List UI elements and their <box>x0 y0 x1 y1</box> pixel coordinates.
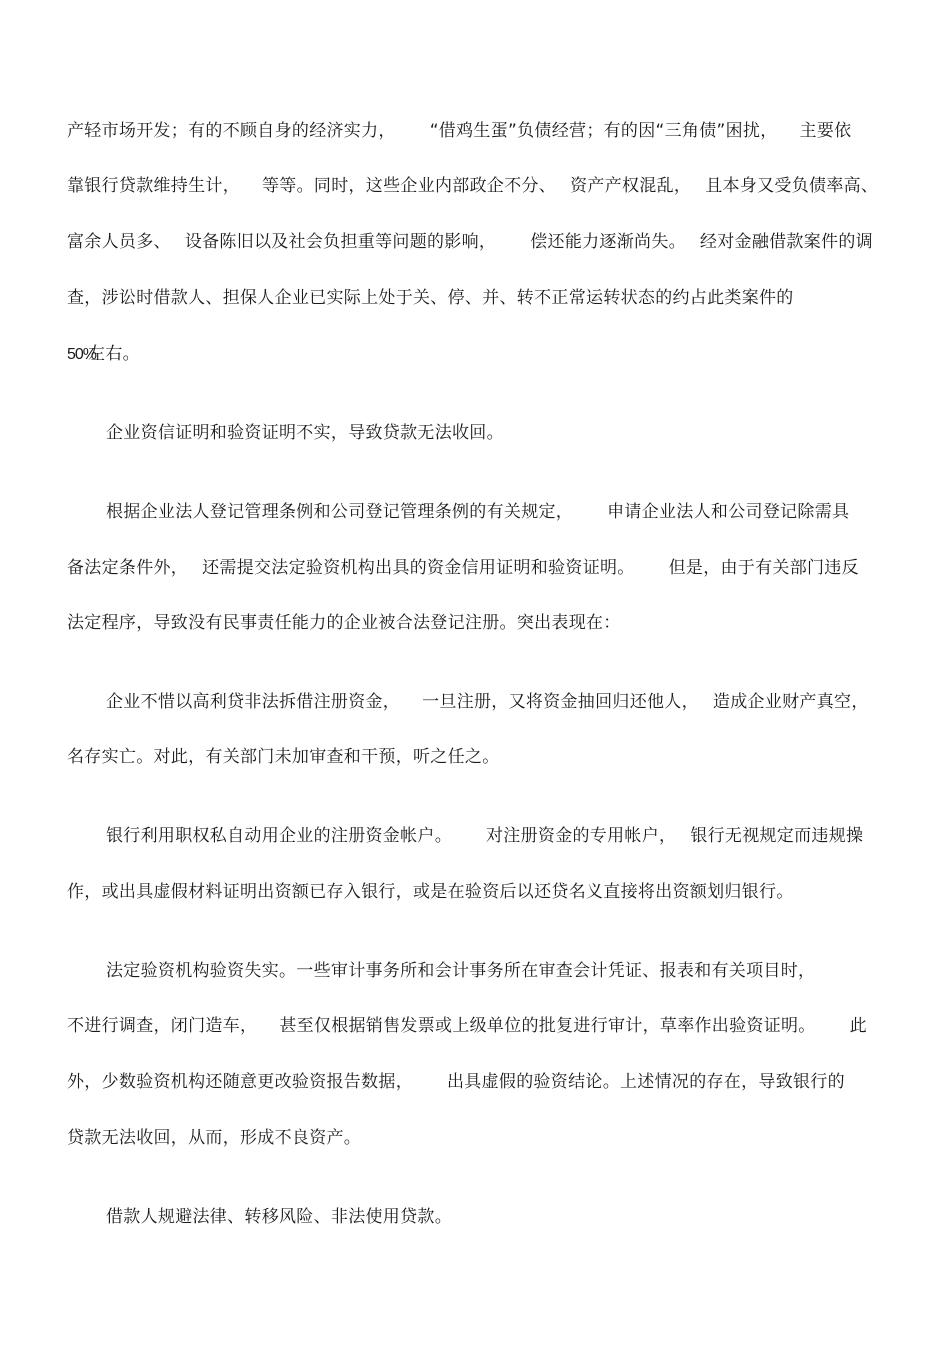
paragraph-3-line-3: 法定程序，导致没有民事责任能力的企业被合法登记注册。突出表现在： <box>67 613 621 633</box>
paragraph-3-line-2: 备法定条件外， 还需提交法定验资机构出具的资金信用证明和验资证明。 但是，由于有关部门违反 <box>67 558 859 578</box>
paragraph-3-line-1: 根据企业法人登记管理条例和公司登记管理条例的有关规定， 申请企业法人和公司登记除需具 <box>106 502 850 522</box>
paragraph-4-line-1: 企业不惜以高利贷非法拆借注册资金， 一旦注册，又将资金抽回归还他人， 造成企业财产真空， <box>106 692 869 712</box>
paragraph-5-line-1: 银行利用职权私自动用企业的注册资金帐户。 对注册资金的专用帐户， 银行无视规定而违规操 <box>106 826 864 846</box>
paragraph-7-line-1: 借款人规避法律、转移风险、非法使用贷款。 <box>106 1207 452 1227</box>
percentage-value: 50% <box>67 346 97 363</box>
paragraph-4-line-2: 名存实亡。对此，有关部门未加审查和干预，听之任之。 <box>67 747 500 767</box>
paragraph-5-line-2: 作，或出具虚假材料证明出资额已存入银行，或是在验资后以还贷名义直接将出资额划归银行。 <box>67 882 794 902</box>
paragraph-6-line-3: 外，少数验资机构还随意更改验资报告数据， 出具虚假的验资结论。上述情况的存在，导致银行的 <box>67 1072 845 1092</box>
paragraph-1-line-1: 产轻市场开发；有的不顾自身的经济实力， “借鸡生蛋”负债经营；有的因“三角债”困扰， 主要依 <box>67 121 852 141</box>
paragraph-1-line-4: 查，涉讼时借款人、担保人企业已实际上处于关、停、并、转不正常运转状态的约占此类案件的 <box>67 288 794 308</box>
paragraph-6-line-1: 法定验资机构验资失实。一些审计事务所和会计事务所在审查会计凭证、报表和有关项目时， <box>106 961 816 981</box>
paragraph-6-line-4: 贷款无法收回，从而，形成不良资产。 <box>67 1128 362 1148</box>
paragraph-1-line-3: 富余人员多、 设备陈旧以及社会负担重等问题的影响， 偿还能力逐渐尚失。 经对金融借款案件的调 <box>67 232 873 252</box>
paragraph-1-line-2: 靠银行贷款维持生计， 等等。同时，这些企业内部政企不分、 资产产权混乱， 且本身又受负债率高、 <box>67 176 879 196</box>
paragraph-1-line-5: 50%左右。 <box>67 344 140 364</box>
paragraph-6-line-2: 不进行调查，闭门造车， 甚至仅根据销售发票或上级单位的批复进行审计，草率作出验资证明。 此 <box>67 1016 867 1036</box>
paragraph-2-line-1: 企业资信证明和验资证明不实，导致贷款无法收回。 <box>106 423 504 443</box>
